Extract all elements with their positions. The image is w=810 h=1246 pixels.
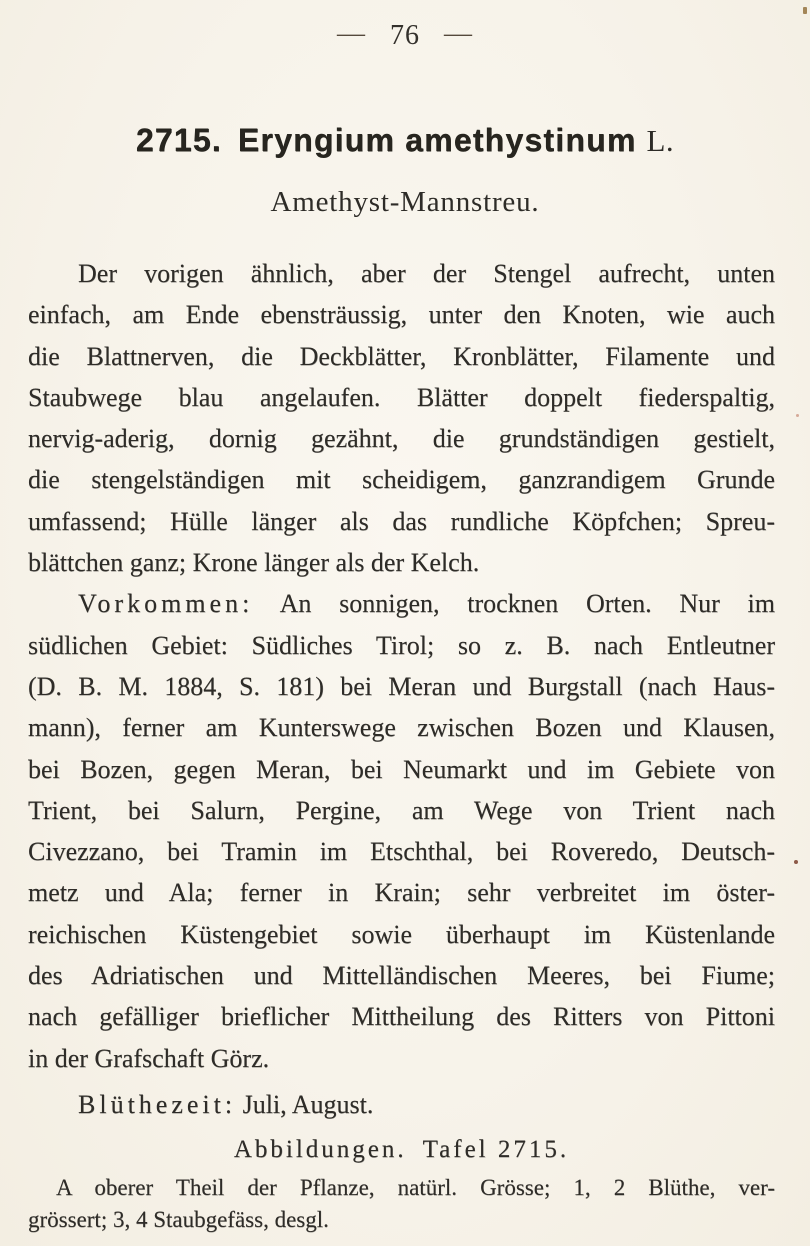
text-line: umfassend; Hülle länger als das rundliche Köpfchen; Spreu- [28, 506, 775, 536]
text-line: mann), ferner am Kunterswege zwischen Bozen und Klausen, [28, 713, 775, 743]
entry-title [0, 122, 810, 159]
text-line: Civezzano, bei Tramin im Etschthal, bei Roveredo, Deutsch- [28, 837, 775, 867]
figures-heading [28, 1134, 775, 1166]
figures-plate-reference: Tafel 2715. [422, 1136, 570, 1164]
page-number-line [0, 20, 810, 52]
occurrence-paragraph [28, 583, 775, 1079]
page-number-left-dash: — [337, 18, 366, 49]
page-number-right-dash: — [444, 18, 473, 49]
text-line: Staubwege blau angelaufen. Blätter doppelt fiederspaltig, [28, 382, 775, 412]
text-line: Trient, bei Salurn, Pergine, am Wege von Trient nach [28, 795, 775, 825]
text-line: reichischen Küstengebiet sowie überhaupt im Küstenlande [28, 919, 775, 949]
text-line: die Blattnerven, die Deckblätter, Kronblätter, Filamente und [28, 341, 775, 371]
text-line: (D. B. M. 1884, S. 181) bei Meran und Burgstall (nach Haus- [28, 671, 775, 701]
bloom-time-line [28, 1084, 775, 1125]
bloom-time-label: Blüthezeit: [78, 1089, 237, 1119]
text-line: nach gefälliger brieflicher Mittheilung des Ritters von Pittoni [28, 1002, 775, 1032]
scan-speck [794, 860, 798, 864]
entry-number: 2715. [135, 122, 222, 158]
text-line: die stengelständigen mit scheidigem, ganzrandigem Grunde [28, 465, 775, 495]
text-line: metz und Ala; ferner in Krain; sehr verbreitet im öster- [28, 878, 775, 908]
common-name: Amethyst-Mannstreu. [270, 186, 540, 218]
text-line: einfach, am Ende ebensträussig, unter den Knoten, wie auch [28, 300, 775, 330]
text-line [28, 583, 775, 624]
caption-line: A oberer Theil der Pflanze, natürl. Grösse; 1, 2 Blüthe, ver- [56, 1175, 775, 1201]
scan-speck [803, 7, 807, 14]
bloom-time-value: Juli, August. [242, 1089, 374, 1119]
text-line: nervig-aderig, dornig gezähnt, die grundständigen gestielt, [28, 424, 775, 454]
text-line: südlichen Gebiet: Südliches Tirol; so z. B. nach Entleutner [28, 630, 775, 660]
figure-caption [28, 1172, 775, 1236]
occurrence-label: Vorkommen: [78, 589, 254, 619]
description-paragraph [28, 253, 775, 583]
page-number: 76 [390, 20, 420, 51]
species-name: Eryngium amethystinum [237, 122, 637, 158]
text-line: bei Bozen, gegen Meran, bei Neumarkt und im Gebiete von [28, 754, 775, 784]
species-author: L. [646, 123, 675, 158]
occurrence-lead-text: An sonnigen, trocknen Orten. Nur im [279, 589, 775, 619]
caption-line: grössert; 3, 4 Staubgefäss, desgl. [28, 1207, 329, 1233]
scan-speck [796, 414, 799, 417]
body-text [28, 253, 775, 1236]
text-line: blättchen ganz; Krone länger als der Kelch. [28, 548, 480, 578]
text-line: Der vorigen ähnlich, aber der Stengel aufrecht, unten [78, 259, 775, 288]
figures-heading-label: Abbildungen. [233, 1136, 407, 1164]
text-line: in der Grafschaft Görz. [28, 1043, 270, 1073]
text-line: des Adriatischen und Mittelländischen Meeres, bei Fiume; [28, 961, 775, 991]
